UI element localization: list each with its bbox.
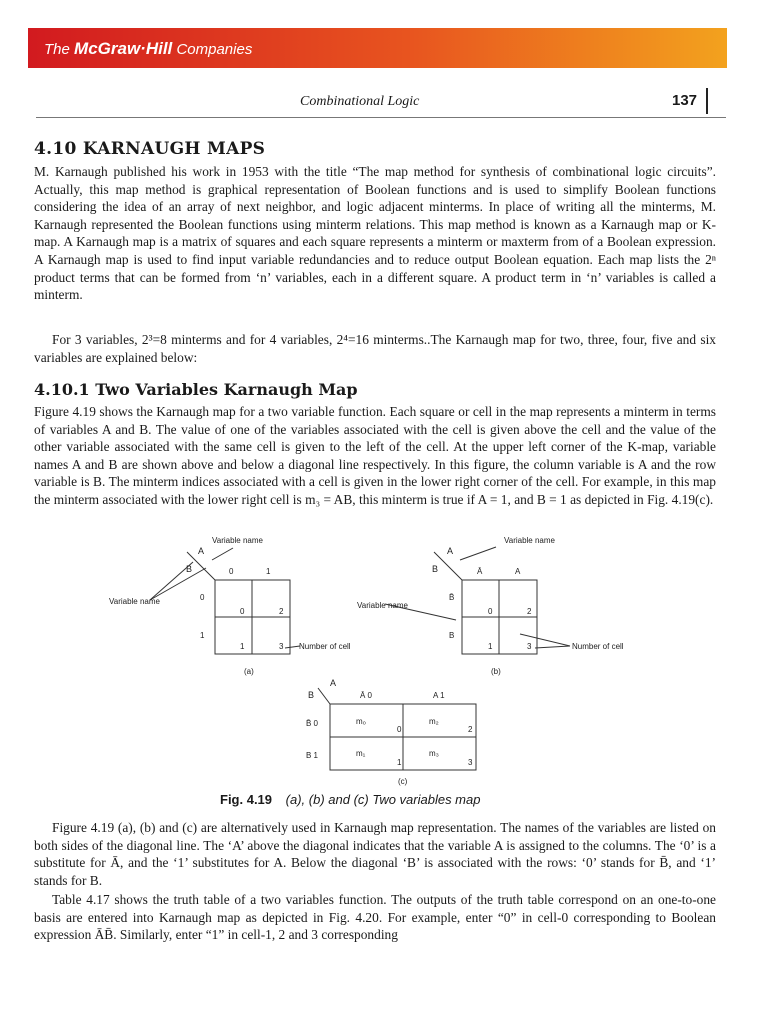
map-c-row-0: B̄ 0 xyxy=(306,719,319,728)
map-c-index-1: 1 xyxy=(397,758,402,767)
map-b-var-pointer xyxy=(460,547,496,560)
map-c-col-1: A 1 xyxy=(433,691,445,700)
map-b-diagonal xyxy=(434,552,462,580)
map-a-row-var: B xyxy=(186,564,193,574)
running-title: Combinational Logic xyxy=(300,94,420,109)
map-a-cell-3: 3 xyxy=(279,642,284,651)
map-c-term-3: m₃ xyxy=(429,749,439,758)
map-b-col-var: A xyxy=(447,546,454,556)
map-a xyxy=(150,548,300,654)
closing-paragraph-2: Table 4.17 shows the truth table of a two variables function. The outputs of the truth table correspond on an one-to-one basis are entered into Karnaugh map as depicted in Fig. 4.20. For example, enter “0” in cell-0 corresponding to Boolean expression ĀB̄. Similarly, enter “1” in cell-1, 2 and 3 corresponding xyxy=(34,892,716,943)
map-b-row-var: B xyxy=(432,564,439,574)
map-c-index-2: 2 xyxy=(468,725,473,734)
map-a-var-name-label: Variable name xyxy=(212,536,263,545)
subsection-paragraph: Figure 4.19 shows the Karnaugh map for a two variable function. Each square or cell in the map represents a minterm in terms of variables A and B. The value of one of the variables associated with the cell is given above the cell and the value of the other variable associated with the same cell is given to the left of the cell. At the upper left corner of the K-map, variable names A and B are shown above and below a diagonal line respectively. In this figure, the column variable is A and the row variable is B. The minterm indices associated with a cell is given in the lower right corner of the cell. For example, in this map the minterm associated with the lower right cell is m₃ = AB, this minterm is true if A = 1, and B = 1 as depicted in Fig. 4.19(c). xyxy=(34,404,716,507)
map-a-cell-1: 1 xyxy=(240,642,245,651)
publisher-logo xyxy=(44,39,252,59)
header-rule xyxy=(36,117,726,118)
intro-paragraph-2: For 3 variables, 2³=8 minterms and for 4 variables, 2⁴=16 minterms..The Karnaugh map for two, three, four, five and six variables are explained below: xyxy=(34,332,716,365)
map-b-cell-1: 1 xyxy=(488,642,493,651)
map-b-cell-pointer-2 xyxy=(535,646,570,648)
map-a-cell-pointer xyxy=(285,646,300,648)
publisher-banner xyxy=(28,28,727,68)
map-b xyxy=(385,547,570,654)
map-c-col-var: A xyxy=(330,678,337,688)
figure-caption xyxy=(220,792,480,807)
caption-text: (a), (b) and (c) Two variables map xyxy=(285,792,481,807)
map-b-cell-2: 2 xyxy=(527,607,532,616)
map-b-col-0: Ā xyxy=(477,567,483,576)
map-c-sublabel: (c) xyxy=(398,777,408,786)
map-a-cell-2: 2 xyxy=(279,607,284,616)
map-a-cell-number-label: Number of cell xyxy=(299,642,351,651)
map-c-term-1: m₁ xyxy=(356,749,366,758)
caption-label: Fig. 4.19 xyxy=(220,792,273,807)
map-a-labels xyxy=(109,536,351,676)
page-number-bar xyxy=(706,88,708,114)
map-b-labels xyxy=(357,536,624,676)
map-a-side-label: Variable name xyxy=(109,597,160,606)
map-c-index-3: 3 xyxy=(468,758,473,767)
map-a-cell-0: 0 xyxy=(240,607,245,616)
map-a-col-var: A xyxy=(198,546,205,556)
map-c-term-2: m₂ xyxy=(429,717,439,726)
section-heading: 4.10 KARNAUGH MAPS xyxy=(34,139,266,159)
map-b-var-name-label: Variable name xyxy=(504,536,555,545)
map-a-row-1: 1 xyxy=(200,631,205,640)
closing-paragraph-1: Figure 4.19 (a), (b) and (c) are alternatively used in Karnaugh map representation. The names of the variables are listed on both sides of the diagonal line. The ‘A’ above the diagonal indicates that the variable A is assigned to the columns. The ‘0’ is a substitute for Ā, and the ‘1’ substitutes for A. Below the diagonal ‘B’ is associated with the rows: ‘0’ stands for B̄, and ‘1’ stands for B. xyxy=(34,820,716,888)
map-a-row-0: 0 xyxy=(200,593,205,602)
map-b-cell-number-label: Number of cell xyxy=(572,642,624,651)
map-a-pointer-b xyxy=(150,568,206,600)
map-b-sublabel: (b) xyxy=(491,667,501,676)
intro-paragraph: M. Karnaugh published his work in 1953 with the title “The map method for synthesis of combinational logic circuits”. Actually, this map method is graphical representation of Boolean functions and is used to simplify Boolean functions considering the idea of an array of next neighbor, and logic adjacent minterms. In place of writing all the minterms, M. Karnaugh represented the Boolean functions using minterm relations. This map method is known as a Karnaugh map or K-map. A Karnaugh map is a matrix of squares and each square represents a minterm or maxterm from of a Boolean expression. A Karnaugh map is used to find input variable redundancies and to reduce output Boolean equation. Each map lists the 2ⁿ product terms that can be formed from ‘n’ variables, each in a different square. A product term in ‘n’ variables is called a minterm. xyxy=(34,164,716,303)
logo-suffix: Companies xyxy=(176,41,253,58)
map-a-col-0: 0 xyxy=(229,567,234,576)
map-c-row-1: B 1 xyxy=(306,751,319,760)
map-c-term-0: m₀ xyxy=(356,717,366,726)
subsection-heading: 4.10.1 Two Variables Karnaugh Map xyxy=(34,380,358,399)
map-c-index-0: 0 xyxy=(397,725,402,734)
logo-prefix: The xyxy=(44,41,70,58)
map-b-row-0: B̄ xyxy=(449,593,455,602)
map-c-row-var: B xyxy=(308,690,315,700)
map-a-name-pointer xyxy=(212,548,233,560)
map-a-sublabel: (a) xyxy=(244,667,254,676)
kmap-figure xyxy=(0,534,768,792)
map-c-diagonal xyxy=(318,688,330,704)
page-number: 137 xyxy=(672,92,698,109)
map-a-col-1: 1 xyxy=(266,567,271,576)
map-b-row-1: B xyxy=(449,631,455,640)
map-c-col-0: Ā 0 xyxy=(360,691,373,700)
map-b-cell-0: 0 xyxy=(488,607,493,616)
map-b-cell-3: 3 xyxy=(527,642,532,651)
map-b-side-label: Variable name xyxy=(357,601,408,610)
logo-name: McGraw·Hill xyxy=(74,39,173,58)
map-b-col-1: A xyxy=(515,567,521,576)
